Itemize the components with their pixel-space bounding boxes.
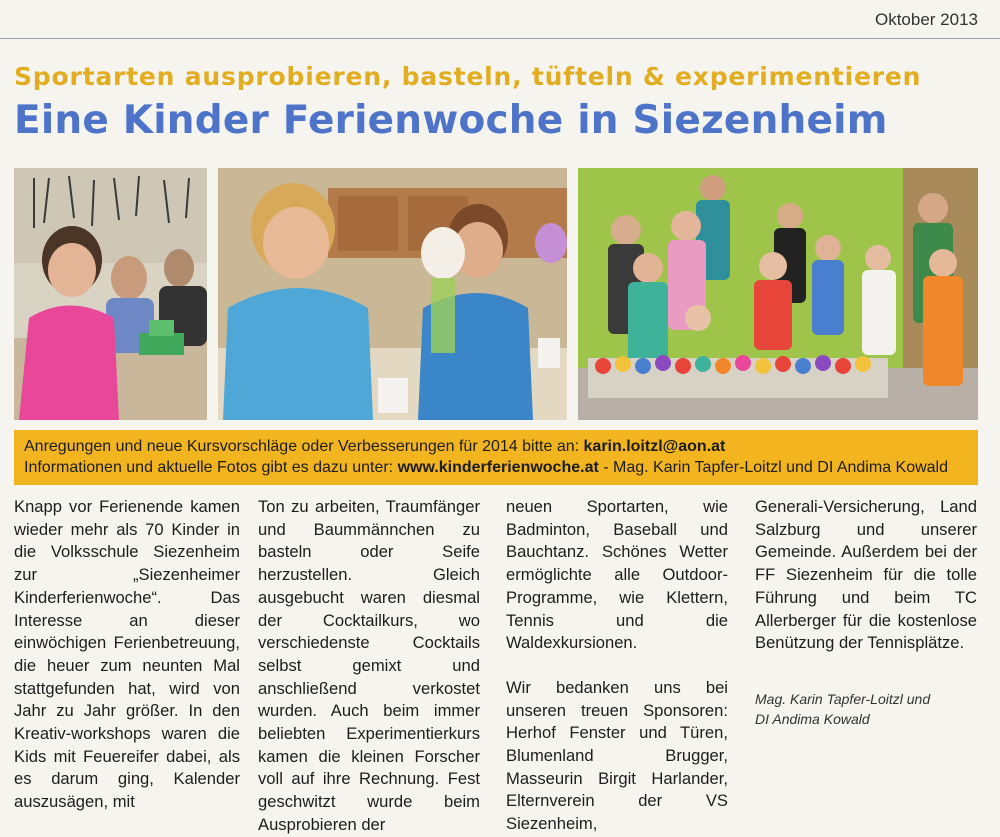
article-kicker: Sportarten ausprobieren, basteln, tüfteln & experimentieren xyxy=(14,62,922,91)
photo-girl-crafting xyxy=(14,168,207,420)
author-signature-1: Mag. Karin Tapfer-Loitzl und xyxy=(755,690,931,707)
body-paragraph: Ton zu arbeiten, Traumfänger und Baummännchen zu basteln oder Seife herzustellen. Gleich ausgebucht waren diesmal der Cocktailkurs, wo verschiedenste Cocktails selbst gemixt und anschließend verkostet wurden. Auch beim immer beliebten Experimentierkurs kamen die kleinen Forscher voll auf ihre Rechnung. Fest geschwitzt wurde beim Ausprobieren der xyxy=(258,497,480,834)
body-paragraph: Knapp vor Ferienende kamen wieder mehr als 70 Kinder in die Volksschule Siezenheim zur „Siezenheimer Kinderferienwoche“. Das Interesse an dieser einwöchigen Ferienbetreuung, die heuer zum neunten Mal stattgefunden hat, wird von Jahr zu Jahr größer. In den Kreativ-workshops waren die Kids mit Feuereifer dabei, als es darum ging, Kalender auszusägen, mit xyxy=(14,497,240,812)
info-line-2 xyxy=(14,457,978,478)
photo-boys-experiment xyxy=(218,168,567,420)
website-link[interactable]: www.kinderferienwoche.at xyxy=(397,459,599,476)
author-signature-2: DI Andima Kowald xyxy=(755,710,870,727)
info-line-1 xyxy=(14,430,978,457)
info-line-2-authors: - Mag. Karin Tapfer-Loitzl und DI Andima Kowald xyxy=(598,459,949,476)
contact-info-bar xyxy=(14,430,978,485)
body-paragraph: neuen Sportarten, wie Badminton, Baseball und Bauchtanz. Schönes Wetter ermöglichte alle Outdoor-Programme, wie Klettern, Tennis und die Waldexkursionen. xyxy=(506,497,728,653)
body-column-1 xyxy=(14,496,240,814)
body-column-2 xyxy=(258,496,480,837)
body-paragraph: Wir bedanken uns bei unseren treuen Sponsoren: Herhof Fenster und Türen, Blumenland Brugger, Masseurin Birgit Harlander, Elternverein der VS Siezenheim, xyxy=(506,677,728,834)
photo-group-figures xyxy=(578,168,978,420)
body-column-3 xyxy=(506,496,728,836)
issue-date: Oktober 2013 xyxy=(874,10,978,29)
contact-email-link[interactable]: karin.loitzl@aon.at xyxy=(583,438,726,455)
body-column-4 xyxy=(755,496,977,729)
info-line-1-text: Anregungen und neue Kursvorschläge oder Verbesserungen für 2014 bitte an: xyxy=(24,438,584,455)
header-rule xyxy=(0,38,1000,39)
article-headline: Eine Kinder Ferienwoche in Siezenheim xyxy=(14,98,888,143)
info-line-2-text: Informationen und aktuelle Fotos gibt es dazu unter: xyxy=(24,459,398,476)
body-paragraph: Generali-Versicherung, Land Salzburg und unserer Gemeinde. Außerdem bei der FF Siezenheim für die tolle Führung und beim TC Allerberger für die kostenlose Benützung der Tennisplätze. xyxy=(755,497,977,653)
